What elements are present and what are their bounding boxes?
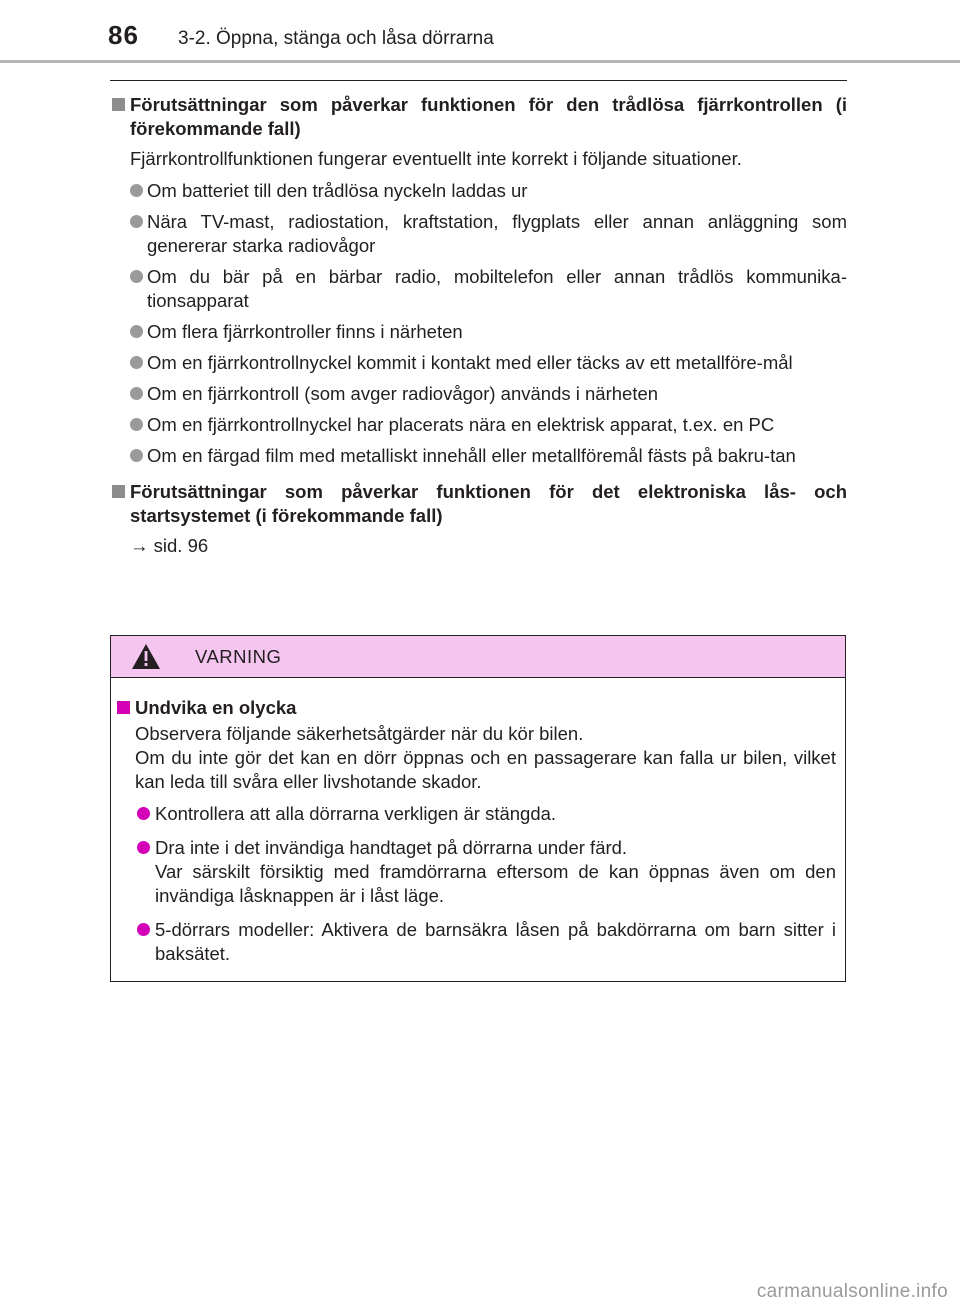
circle-bullet-icon	[130, 184, 143, 197]
section-title: Förutsättningar som påverkar funktionen för det elektroniska lås- och startsystemet (i förekommande fall)	[110, 480, 847, 528]
warning-label: VARNING	[195, 646, 282, 667]
page-reference: → sid. 96	[130, 535, 209, 556]
list-item: Om du bär på en bärbar radio, mobiltelefon eller annan trådlös kommunika-tionsapparat	[110, 265, 847, 313]
main-content	[110, 80, 847, 570]
header-divider	[0, 60, 960, 63]
warning-intro: Observera följande säkerhetsåtgärder när du kör bilen. Om du inte gör det kan en dörr öppnas och en passagerare kan falla ur bilen, vilket kan leda till svåra eller livshotande skador.	[135, 723, 836, 792]
warning-box	[110, 635, 846, 982]
warning-triangle-icon	[131, 643, 161, 670]
warning-header	[111, 636, 845, 678]
list-item: Nära TV-mast, radiostation, kraftstation, flygplats eller annan anläggning som genererar starka radiovågor	[110, 210, 847, 258]
list-item: Kontrollera att alla dörrarna verkligen är stängda.	[117, 802, 836, 826]
square-bullet-icon	[112, 485, 125, 498]
circle-bullet-icon	[137, 841, 150, 854]
circle-bullet-icon	[137, 923, 150, 936]
warning-body	[111, 678, 845, 966]
circle-bullet-icon	[137, 807, 150, 820]
list-item: 5-dörrars modeller: Aktivera de barnsäkra låsen på bakdörrarna om barn sitter i baksätet.	[117, 918, 836, 966]
list-item: Dra inte i det invändiga handtaget på dörrarna under färd. Var särskilt försiktig med framdörrarna eftersom de kan öppnas även om den invändiga låsknappen är i låst läge.	[117, 836, 836, 908]
circle-bullet-icon	[130, 418, 143, 431]
page-header	[0, 0, 960, 62]
circle-bullet-icon	[130, 325, 143, 338]
section-title: Förutsättningar som påverkar funktionen för den trådlösa fjärrkontrollen (i förekommande fall)	[110, 93, 847, 141]
list-item: Om en fjärrkontroll (som avger radiovågor) används i närheten	[110, 382, 847, 406]
list-item: Om en fjärrkontrollnyckel har placerats nära en elektrisk apparat, t.ex. en PC	[110, 413, 847, 437]
circle-bullet-icon	[130, 356, 143, 369]
warning-list	[117, 802, 836, 966]
watermark: carmanualsonline.info	[756, 1281, 948, 1302]
list-item: Om batteriet till den trådlösa nyckeln laddas ur	[110, 179, 847, 203]
list-item: Om en fjärrkontrollnyckel kommit i kontakt med eller täcks av ett metallföre-mål	[110, 351, 847, 375]
page-number: 86	[108, 20, 139, 50]
square-bullet-icon	[117, 701, 130, 714]
list-item: Om en färgad film med metalliskt innehåll eller metallföremål fästs på bakru-tan	[110, 444, 847, 468]
list-item: Om flera fjärrkontroller finns i närheten	[110, 320, 847, 344]
circle-bullet-icon	[130, 270, 143, 283]
section-remote-conditions	[110, 93, 847, 468]
warning-title: Undvika en olycka	[117, 696, 836, 720]
section-divider	[110, 80, 847, 81]
section-intro: Fjärrkontrollfunktionen fungerar eventuellt inte korrekt i följande situationer.	[130, 148, 742, 169]
square-bullet-icon	[112, 98, 125, 111]
chapter-title: 3-2. Öppna, stänga och låsa dörrarna	[178, 28, 494, 49]
circle-bullet-icon	[130, 215, 143, 228]
section-smart-entry-conditions	[110, 480, 847, 558]
circle-bullet-icon	[130, 387, 143, 400]
circle-bullet-icon	[130, 449, 143, 462]
condition-list	[110, 179, 847, 468]
